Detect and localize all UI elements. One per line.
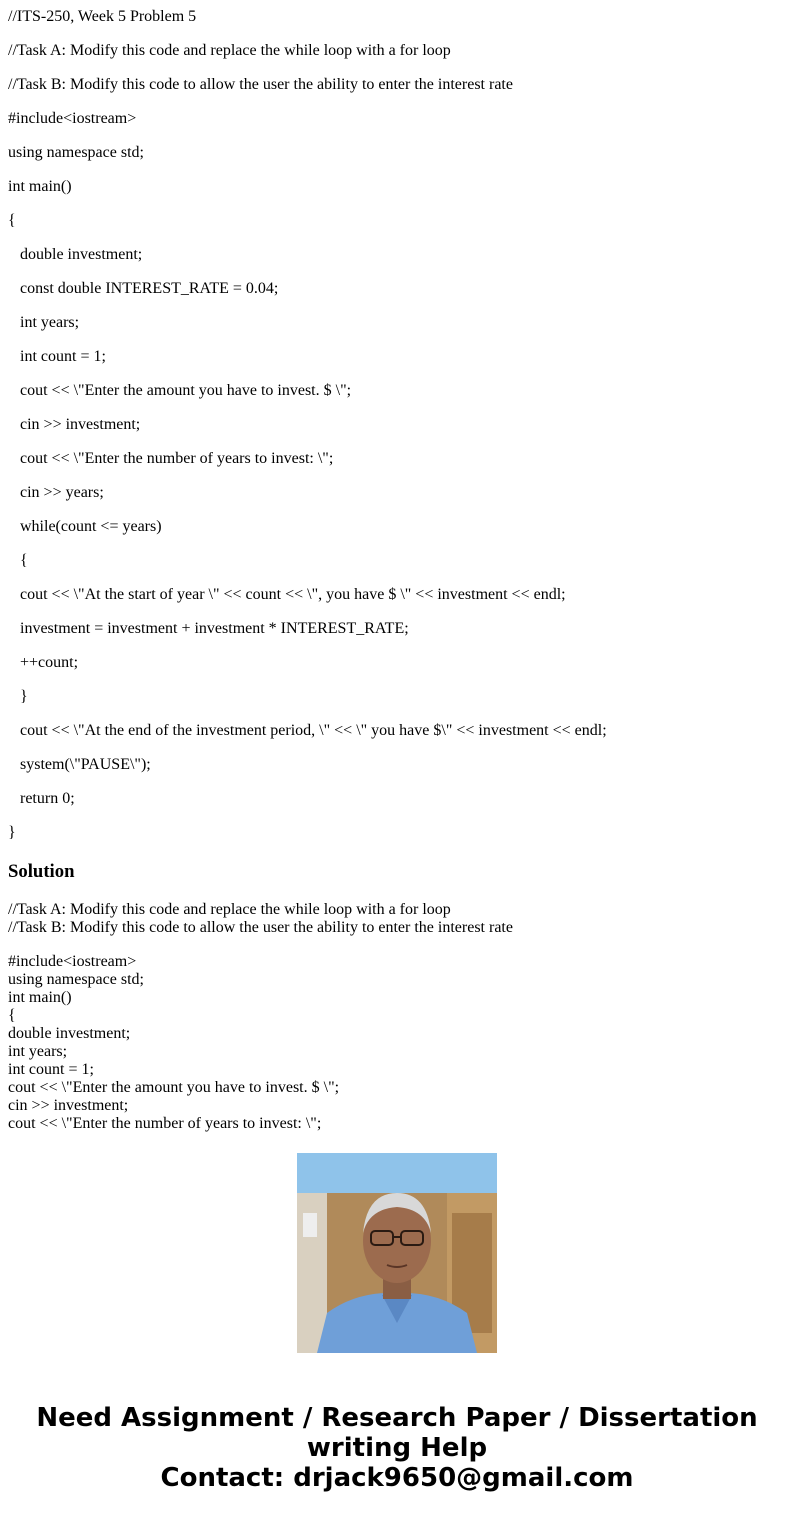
avatar-portrait — [297, 1153, 497, 1353]
code-line: cin >> investment; — [8, 416, 141, 433]
solution-code-block — [8, 953, 788, 1133]
solution-line: using namespace std; — [8, 971, 144, 988]
code-line: cout << \"Enter the amount you have to invest. $ \"; — [8, 382, 352, 399]
code-line: int count = 1; — [8, 348, 106, 365]
code-line: cout << \"Enter the number of years to invest: \"; — [8, 450, 334, 467]
code-line: investment = investment + investment * INTEREST_RATE; — [8, 620, 409, 637]
code-line: using namespace std; — [8, 144, 144, 161]
promo-contact: Contact: drjack9650@gmail.com — [160, 1463, 634, 1493]
solution-line: int count = 1; — [8, 1061, 94, 1078]
solution-heading: Solution — [8, 861, 75, 882]
promo-line-1: Need Assignment / Research Paper / Dissertation — [36, 1403, 758, 1433]
code-line: return 0; — [8, 790, 75, 807]
solution-comment-block — [8, 901, 788, 937]
code-line: { — [8, 212, 16, 229]
solution-line: cin >> investment; — [8, 1097, 129, 1114]
solution-code — [8, 901, 788, 1132]
code-line: int years; — [8, 314, 80, 331]
code-line: { — [8, 552, 28, 569]
code-line: //ITS-250, Week 5 Problem 5 — [8, 8, 197, 25]
solution-line: cout << \"Enter the number of years to invest: \"; — [8, 1115, 322, 1132]
code-line: int main() — [8, 178, 72, 195]
solution-line: cout << \"Enter the amount you have to invest. $ \"; — [8, 1079, 340, 1096]
code-line: } — [8, 824, 16, 841]
code-line: system(\"PAUSE\"); — [8, 756, 151, 773]
code-line: } — [8, 688, 28, 705]
solution-line: int main() — [8, 989, 72, 1006]
promo-line-2: writing Help — [306, 1433, 488, 1463]
code-line: while(count <= years) — [8, 518, 162, 535]
code-line: double investment; — [8, 246, 143, 263]
code-line: ++count; — [8, 654, 79, 671]
code-line: const double INTEREST_RATE = 0.04; — [8, 280, 279, 297]
solution-line: int years; — [8, 1043, 68, 1060]
code-line: cout << \"At the end of the investment period, \" << \" you have $\" << investment << endl; — [8, 722, 607, 739]
promo-banner — [0, 1403, 794, 1493]
code-line: //Task B: Modify this code to allow the user the ability to enter the interest rate — [8, 76, 513, 93]
code-line: cout << \"At the start of year \" << count << \", you have $ \" << investment << endl; — [8, 586, 566, 603]
solution-line: //Task A: Modify this code and replace the while loop with a for loop — [8, 901, 451, 918]
code-line: #include<iostream> — [8, 110, 137, 127]
solution-line: #include<iostream> — [8, 953, 137, 970]
solution-line: double investment; — [8, 1025, 131, 1042]
solution-line: { — [8, 1007, 16, 1024]
author-avatar — [297, 1153, 497, 1353]
code-line: //Task A: Modify this code and replace the while loop with a for loop — [8, 42, 451, 59]
question-code — [8, 0, 788, 850]
code-line: cin >> years; — [8, 484, 104, 501]
solution-line: //Task B: Modify this code to allow the user the ability to enter the interest rate — [8, 919, 513, 936]
